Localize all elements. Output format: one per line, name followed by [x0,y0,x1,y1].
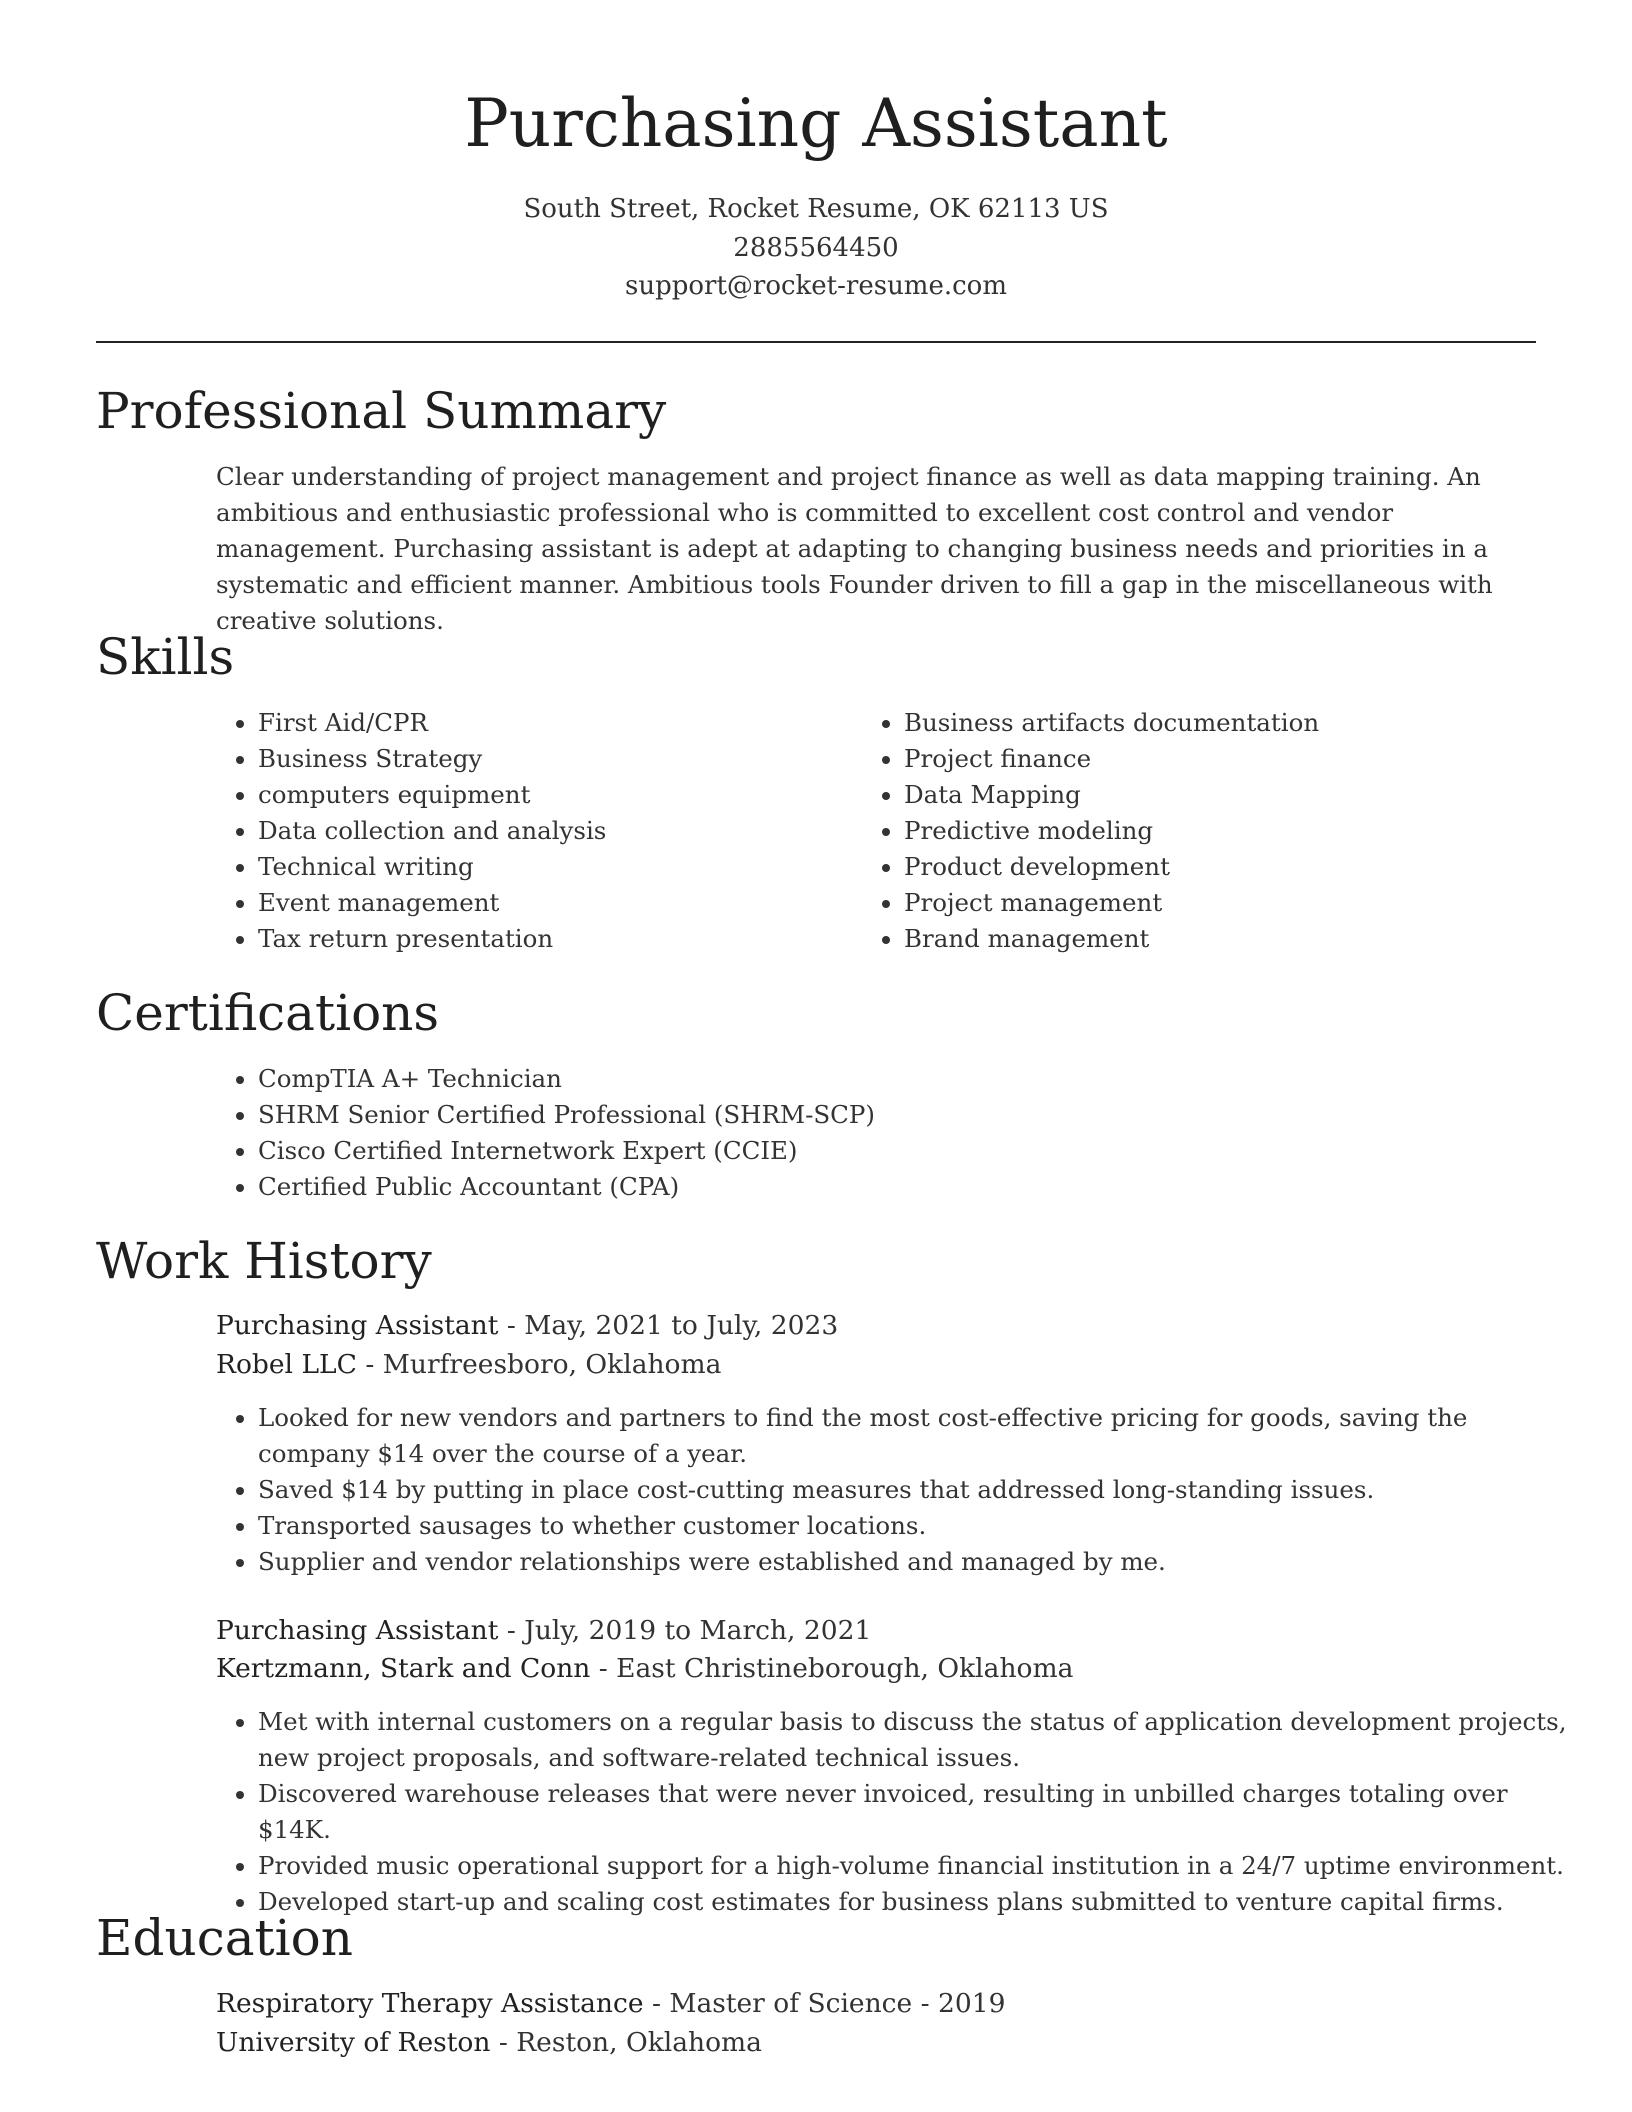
phone: 2885564450 [733,233,899,263]
job-bullet: • Provided music operational support for a high-volume financial institution in a 24/7 uptime environment. [258,1848,1580,1884]
education-heading: Education [96,1909,353,1967]
job-bullet: • Met with internal customers on a regular basis to discuss the status of application development projects, new project proposals, and software-related technical issues. [258,1704,1580,1776]
education-school-line [216,2023,1536,2063]
certifications-heading: Certifications [96,984,440,1042]
skill-item: • Business artifacts documentation [904,705,1544,741]
skill-item: • Event management [258,885,838,921]
work-history-heading: Work History [96,1232,432,1290]
address: South Street, Rocket Resume, OK 62113 US [523,194,1109,224]
job-title-line [216,1611,1536,1651]
job-dates: - May, 2021 to July, 2023 [498,1310,839,1341]
skill-item: • First Aid/CPR [258,705,838,741]
job-bullets [214,1400,1580,1580]
education-details: - Master of Science - 2019 [643,1988,1006,2019]
certification-item: • CompTIA A+ Technician [258,1061,1578,1097]
job-company-line [216,1649,1536,1689]
summary-text: Clear understanding of project management and project finance as well as data mapping training. An ambitious and enthusiastic professional who is committed to excellent cost control and vendor management. Purchasing assistant is adept at adapting to changing business needs and priorities in a systematic and efficient manner. Ambitious tools Founder driven to fill a gap in the miscellaneous with creative solutions. [216,462,1493,635]
job-role: Purchasing Assistant [216,1615,499,1646]
summary-heading: Professional Summary [96,382,667,440]
education-degree: Respiratory Therapy Assistance [216,1988,644,2019]
skill-item: • computers equipment [258,777,838,813]
certifications-list [214,1061,1578,1205]
job-dates: - July, 2019 to March, 2021 [498,1615,872,1646]
job-company: Kertzmann, Stark and Conn [216,1653,591,1684]
job-title-line [216,1306,1536,1346]
job-bullets [214,1704,1580,1920]
certification-item: • SHRM Senior Certified Professional (SHRM-SCP) [258,1097,1578,1133]
skills-list-right [860,705,1544,957]
skill-item: • Business Strategy [258,741,838,777]
candidate-name: Purchasing Assistant [464,85,1168,162]
job-bullet: • Looked for new vendors and partners to find the most cost-effective pricing for goods, saving the company $14 over the course of a year. [258,1400,1580,1472]
skill-item: • Project management [904,885,1544,921]
skills-heading: Skills [96,628,235,686]
skill-item: • Predictive modeling [904,813,1544,849]
skill-item: • Technical writing [258,849,838,885]
skill-item: • Data collection and analysis [258,813,838,849]
skill-item: • Project finance [904,741,1544,777]
job-bullet: • Saved $14 by putting in place cost-cutting measures that addressed long-standing issues. [258,1472,1580,1508]
certification-item: • Certified Public Accountant (CPA) [258,1169,1578,1205]
skills-list-left [214,705,838,957]
job-role: Purchasing Assistant [216,1310,499,1341]
job-bullet: • Supplier and vendor relationships were established and managed by me. [258,1544,1580,1580]
skill-item: • Data Mapping [904,777,1544,813]
skill-item: • Brand management [904,921,1544,957]
header-divider [96,341,1536,343]
job-bullet: • Developed start-up and scaling cost estimates for business plans submitted to venture capital firms. [258,1884,1580,1920]
education-school: University of Reston [216,2027,491,2058]
certification-item: • Cisco Certified Internetwork Expert (CCIE) [258,1133,1578,1169]
job-company: Robel LLC [216,1349,357,1380]
email: support@rocket-resume.com [624,271,1007,301]
job-company-line [216,1345,1536,1385]
education-degree-line [216,1984,1536,2024]
job-bullet: • Discovered warehouse releases that were never invoiced, resulting in unbilled charges totaling over $14K. [258,1776,1580,1848]
job-location: - East Christineborough, Oklahoma [590,1653,1074,1684]
education-location: - Reston, Oklahoma [490,2027,762,2058]
skill-item: • Product development [904,849,1544,885]
job-bullet: • Transported sausages to whether customer locations. [258,1508,1580,1544]
job-location: - Murfreesboro, Oklahoma [356,1349,722,1380]
skill-item: • Tax return presentation [258,921,838,957]
